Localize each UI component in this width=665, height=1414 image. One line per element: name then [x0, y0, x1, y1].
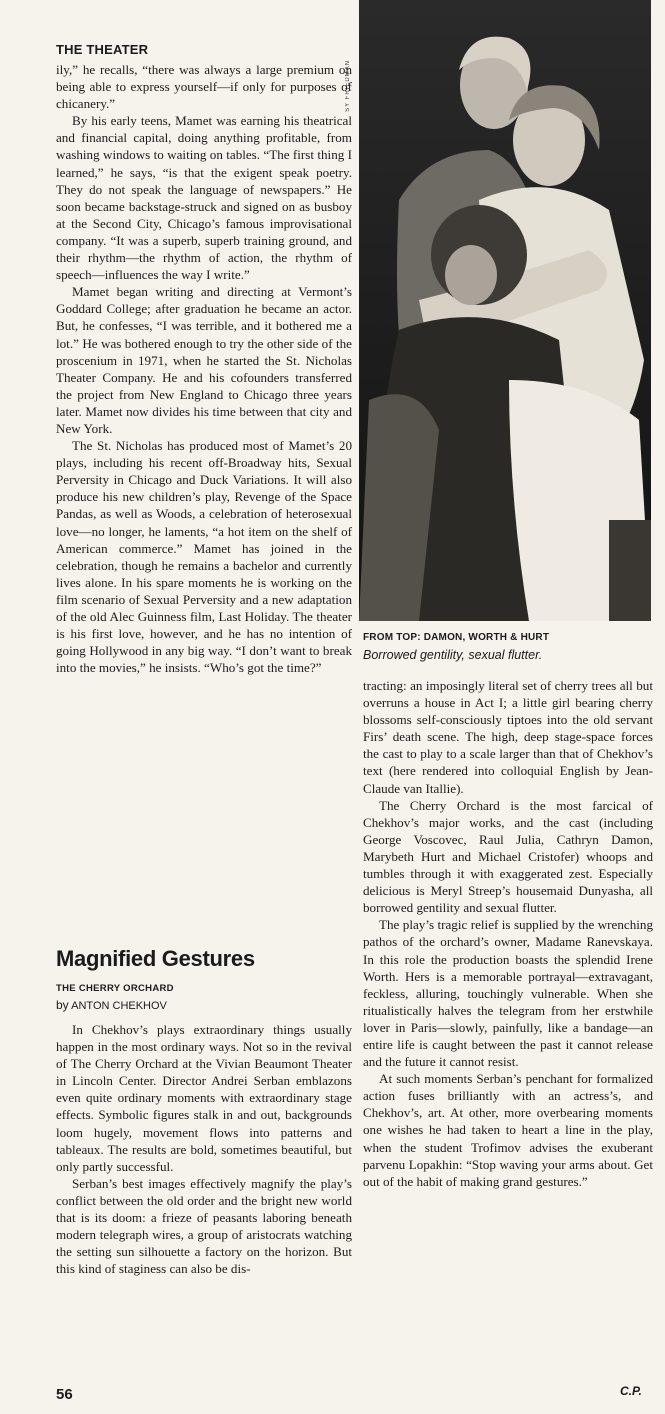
review-paragraph: In Chekhov’s plays extraordinary things usually happen in the most ordinary ways. Not so in the revival of The Cherry Orchard at the Vivian Beaumont Theater in Lincoln Center. Director Andrei Serban emblazons even quite ordinary moments with extraordinary stage effects. Symbolic figures stalk in and out, backgrounds loom hugely, movement flows into patterns and tableaux. The results are bold, sometimes beautiful, but only partly successful. [56, 1022, 352, 1174]
review-column-left [56, 1021, 352, 1399]
production-photo [359, 0, 651, 621]
byline-by: by [56, 998, 69, 1012]
review-paragraph: At such moments Serban’s penchant for formalized action fuses brilliantly with an actress’s, and Chekhov’s, art. At other, more overbearing moments one wishes he had taken to heart a line in the play, when the student Trofimov advises the exuberant parvenu Lopakhin: “Stop waving your arms about. Get out of the habit of making grand gestures.” [363, 1071, 653, 1189]
article-paragraph: The St. Nicholas has produced most of Mamet’s 20 plays, including his recent off-Broadway hits, Sexual Perversity in Chicago and Duck Variations. It will also produce his new children’s play, Revenge of the Space Pandas, as well as Woods, a celebration of heterosexual love—no longer, he laments, “a hot item on the shelf of American commerce.” Mamet has joined in the celebration, though he remains a bachelor and currently lives alone. In his spare moments he is working on the film scenario of Sexual Perversity and a new adaptation of the old Alec Guinness film, Last Holiday. The theater is his first love, however, and he has no intention of going Hollywood in any big way. “I don’t want to break into the movies,” he insists. “Who’s got the time?” [56, 438, 352, 676]
review-paragraph: The Cherry Orchard is the most farcical of Chekhov’s major works, and the cast (including George Voscovec, Raul Julia, Cathryn Damon, Marybeth Hurt and Michael Cristofer) whoops and tumbles through it with exaggerated zest. Especially delicious is Meryl Streep’s housemaid Dunyasha, all borrowed gentility and sexual flutter. [363, 797, 653, 916]
review-play-title: THE CHERRY ORCHARD [56, 983, 174, 994]
review-paragraph: Serban’s best images effectively magnify the play’s conflict between the old order and the bright new world that is its doom: a frieze of peasants laboring beneath modern telegraph wires, a group of aristocrats watching the setting sun silhouette a factory on the horizon. But this kind of staginess can also be dis- [56, 1175, 352, 1277]
review-byline [56, 998, 167, 1012]
review-headline: Magnified Gestures [56, 946, 255, 971]
photo-caption-text: Borrowed gentility, sexual flutter. [363, 648, 543, 662]
reviewer-initials: C.P. [620, 1384, 642, 1398]
article-paragraph: Mamet began writing and directing at Vermont’s Goddard College; after graduation he became an actor. But, he confesses, “I was terrible, and it bothered me a lot.” He was bothered enough to try the other side of the proscenium in 1971, when he started the St. Nicholas Theater Company. He and his cofounders transferred the project from New England to Chicago three years later. Mamet now divides his time between that city and New York. [56, 284, 352, 436]
article-paragraph: ily,” he recalls, “there was always a large premium on being able to express yourself—if only for purposes of chicanery.” [56, 62, 352, 112]
photo-illustration [359, 0, 651, 621]
section-header: THE THEATER [56, 42, 149, 57]
photo-credit: SY FRIEDMAN [345, 60, 351, 112]
review-paragraph: tracting: an imposingly literal set of cherry trees all but overruns a house in Act I; a little girl bearing cherry blossoms self-consciously tiptoes into the old servant Firs’ death scene. The high, deep stage-space forces the cast to play to a scale larger than that of Chekhov’s text (here rendered into colloquial English by Jean-Claude van Itallie). [363, 678, 653, 796]
review-paragraph: The play’s tragic relief is supplied by the wrenching pathos of the orchard’s owner, Madame Ranevskaya. In this role the production boasts the splendid Irene Worth. Hers is a memorable portrayal—extravagant, feckless, alluring, touchingly vulnerable. When she ritualistically halves the telegram from her erstwhile lover in Paris—slowly, painfully, like a bandage—an entire life is caught between the past it cannot release and the future it cannot resist. [363, 917, 653, 1070]
article-paragraph: By his early teens, Mamet was earning his theatrical and financial capital, doing anything profitable, from washing windows to waiting on tables. “The first thing I learned,” he says, “is that the exigent speak poetry. They do not speak the language of newspapers.” He soon became backstage-struck and signed on as busboy at the Second City, Chicago’s famous improvisational company. “It was a superb, superb training ground, and their rhythm—the rhythm of action, the rhythm of speech—influences the way I write.” [56, 113, 352, 283]
photo-caption-heading: FROM TOP: DAMON, WORTH & HURT [363, 632, 550, 643]
review-column-right [363, 677, 653, 1399]
byline-author: ANTON CHEKHOV [71, 1000, 167, 1012]
mamet-article-column [56, 61, 352, 939]
page-number: 56 [56, 1386, 73, 1403]
